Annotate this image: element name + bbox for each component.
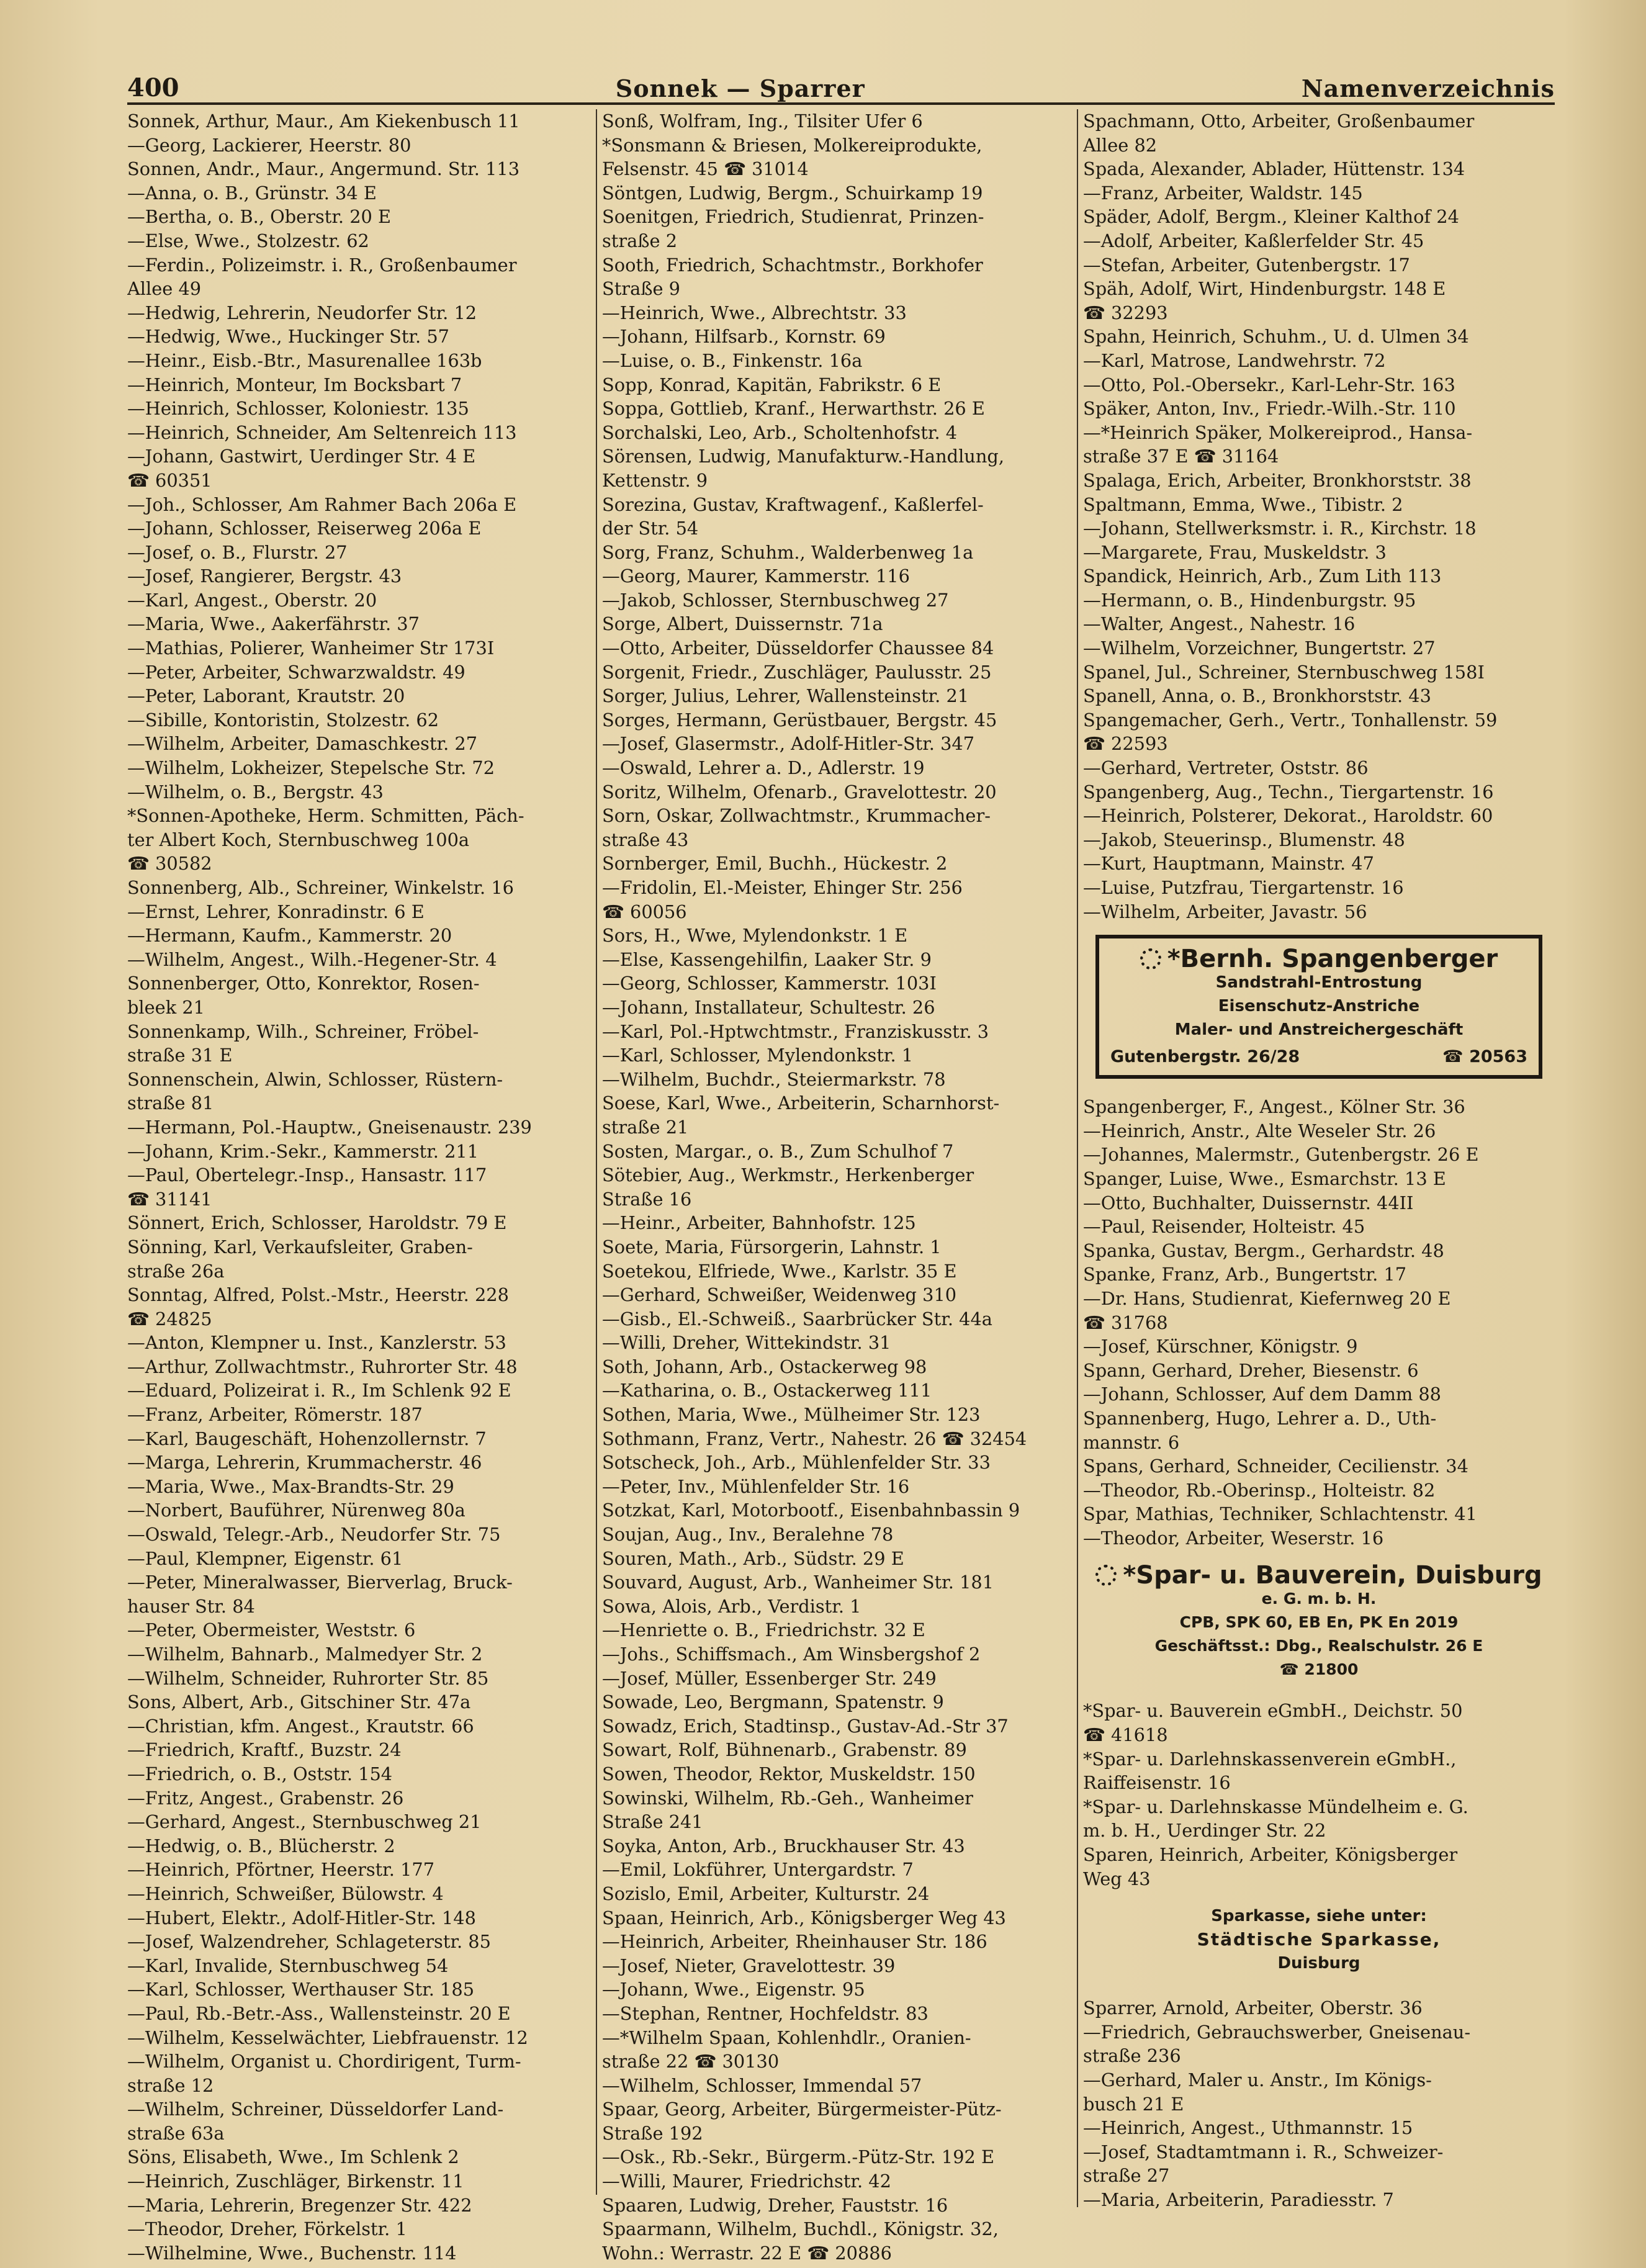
directory-entry: —Kurt, Hauptmann, Mainstr. 47 (1083, 853, 1374, 875)
directory-entry: —Ferdin., Polizeimstr. i. R., Großenbaumer (127, 254, 517, 276)
note-line-1: Sparkasse, siehe unter: (1211, 1907, 1427, 1926)
directory-entry: Sopp, Konrad, Kapitän, Fabrikstr. 6 E (602, 374, 942, 395)
directory-entry: —Otto, Buchhalter, Duissernstr. 44II (1083, 1192, 1414, 1213)
directory-entry: —Josef, Nieter, Gravelottestr. 39 (602, 1955, 896, 1976)
directory-entry: —Paul, Klempner, Eigenstr. 61 (127, 1547, 403, 1569)
directory-entry: Wohn.: Werrastr. 22 E ☎ 20886 (602, 2242, 892, 2264)
directory-entry: Sorezina, Gustav, Kraftwagenf., Kaßlerfel- (602, 493, 984, 515)
directory-entry: *Spar- u. Darlehnskasse Mündelheim e. G. (1083, 1796, 1468, 1817)
directory-entry: —Karl, Invalide, Sternbuschweg 54 (127, 1955, 449, 1976)
directory-entry: Weg 43 (1083, 1868, 1151, 1889)
directory-entry: —Hubert, Elektr., Adolf-Hitler-Str. 148 (127, 1907, 476, 1928)
directory-entry: Späker, Anton, Inv., Friedr.-Wilh.-Str. 110 (1083, 398, 1456, 420)
directory-entry: hauser Str. 84 (127, 1595, 255, 1617)
note-line-3: Duisburg (1277, 1954, 1360, 1973)
directory-entry: —Peter, Arbeiter, Schwarzwaldstr. 49 (127, 661, 465, 683)
directory-entry: Sonnenschein, Alwin, Schlosser, Rüstern- (127, 1068, 503, 1090)
directory-entry: ☎ 31141 (127, 1188, 212, 1210)
directory-entry: —Theodor, Rb.-Oberinsp., Holteistr. 82 (1083, 1479, 1436, 1501)
directory-entry: Sotzkat, Karl, Motorbootf., Eisenbahnbassin 9 (602, 1500, 1020, 1521)
directory-entry: —Heinrich, Schneider, Am Seltenreich 113 (127, 421, 517, 443)
directory-entry: Spanke, Franz, Arb., Bungertstr. 17 (1083, 1264, 1407, 1285)
directory-entry: Felsenstr. 45 ☎ 31014 (602, 158, 809, 180)
directory-entry: —Anton, Klempner u. Inst., Kanzlerstr. 53 (127, 1332, 506, 1354)
directory-entry: straße 37 E ☎ 31164 (1083, 446, 1279, 467)
directory-entry: —Stefan, Arbeiter, Gutenbergstr. 17 (1083, 254, 1410, 276)
entries-column-3 (1083, 109, 1555, 2212)
directory-entry: Sorges, Hermann, Gerüstbauer, Bergstr. 45 (602, 709, 997, 731)
ad-phone: ☎ 21800 (1279, 1660, 1359, 1679)
directory-entry: —Hermann, Pol.-Hauptw., Gneisenaustr. 239 (127, 1116, 532, 1138)
directory-entry: Soese, Karl, Wwe., Arbeiterin, Scharnhorst- (602, 1092, 1000, 1114)
directory-entry: Sötebier, Aug., Werkmstr., Herkenberger (602, 1164, 974, 1186)
directory-entry: Kettenstr. 9 (602, 469, 708, 491)
directory-entry: —Heinrich, Arbeiter, Rheinhauser Str. 186 (602, 1931, 987, 1953)
directory-entry: Spann, Gerhard, Dreher, Biesenstr. 6 (1083, 1359, 1419, 1381)
directory-entry: —Wilhelm, Arbeiter, Damaschkestr. 27 (127, 733, 478, 755)
directory-entry: Sors, H., Wwe, Mylendonkstr. 1 E (602, 925, 908, 947)
directory-entry: —Hermann, o. B., Hindenburgstr. 95 (1083, 589, 1416, 611)
directory-entry: Sowart, Rolf, Bühnenarb., Grabenstr. 89 (602, 1739, 967, 1761)
directory-entry: —Hedwig, Lehrerin, Neudorfer Str. 12 (127, 302, 477, 323)
directory-entry: —Wilhelm, Arbeiter, Javastr. 56 (1083, 901, 1367, 922)
directory-entry: Soenitgen, Friedrich, Studienrat, Prinzen- (602, 206, 984, 228)
directory-entry: —Willi, Dreher, Wittekindstr. 31 (602, 1332, 891, 1354)
directory-entry: —Johann, Krim.-Sekr., Kammerstr. 211 (127, 1140, 479, 1162)
directory-entry: Sorchalski, Leo, Arb., Scholtenhofstr. 4 (602, 421, 958, 443)
directory-entry: —Karl, Matrose, Landwehrstr. 72 (1083, 349, 1386, 371)
entries-column-3-part-c (1083, 1699, 1555, 1891)
directory-entry: —Johannes, Malermstr., Gutenbergstr. 26 E (1083, 1144, 1479, 1166)
directory-entry: —Wilhelm, o. B., Bergstr. 43 (127, 781, 384, 803)
directory-entry: —Heinrich, Anstr., Alte Weseler Str. 26 (1083, 1120, 1436, 1141)
directory-entry: Sonnenberger, Otto, Konrektor, Rosen- (127, 973, 480, 994)
directory-entry: —Marga, Lehrerin, Krummacherstr. 46 (127, 1452, 482, 1474)
directory-entry: m. b. H., Uerdinger Str. 22 (1083, 1820, 1326, 1842)
directory-entry: Spangemacher, Gerh., Vertr., Tonhallenstr. 59 (1083, 709, 1498, 731)
directory-entry: —Else, Wwe., Stolzestr. 62 (127, 230, 369, 251)
directory-entry: Spandick, Heinrich, Arb., Zum Lith 113 (1083, 565, 1442, 587)
directory-entry: —Paul, Obertelegr.-Insp., Hansastr. 117 (127, 1164, 487, 1186)
directory-entry: straße 26a (127, 1260, 225, 1282)
directory-entry: —Heinrich, Polsterer, Dekorat., Haroldstr. 60 (1083, 805, 1493, 827)
cross-reference-note (1083, 1904, 1555, 1975)
column-divider-1 (596, 109, 597, 2195)
directory-entry: —Karl, Schlosser, Mylendonkstr. 1 (602, 1045, 914, 1066)
directory-entry: —Georg, Lackierer, Heerstr. 80 (127, 134, 412, 156)
directory-entry: Söns, Elisabeth, Wwe., Im Schlenk 2 (127, 2146, 459, 2168)
directory-entry: —Arthur, Zollwachtmstr., Ruhrorter Str. 48 (127, 1356, 518, 1377)
directory-entry: Spanger, Luise, Wwe., Esmarchstr. 13 E (1083, 1168, 1446, 1189)
directory-entry: straße 63a (127, 2122, 225, 2144)
ad-legal-form: e. G. m. b. H. (1261, 1590, 1377, 1608)
directory-entry: —Josef, Müller, Essenberger Str. 249 (602, 1667, 937, 1689)
directory-entry: —*Wilhelm Spaan, Kohlenhdlr., Oranien- (602, 2027, 971, 2048)
directory-entry: Söntgen, Ludwig, Bergm., Schuirkamp 19 (602, 182, 983, 204)
directory-entry: Sotscheck, Joh., Arb., Mühlenfelder Str. 33 (602, 1452, 991, 1474)
directory-entry: Sörensen, Ludwig, Manufakturw.-Handlung, (602, 446, 1004, 467)
entries-column-3-part-b (1083, 1095, 1555, 1550)
directory-entry: —Walter, Angest., Nahestr. 16 (1083, 613, 1356, 635)
directory-entry: ☎ 60056 (602, 901, 687, 922)
directory-entry: Sooth, Friedrich, Schachtmstr., Borkhofer (602, 254, 983, 276)
entries-column-3-part-a (1083, 109, 1555, 924)
directory-entry: —Henriette o. B., Friedrichstr. 32 E (602, 1619, 925, 1641)
directory-entry: —Luise, Putzfrau, Tiergartenstr. 16 (1083, 877, 1404, 898)
directory-entry: —Emil, Lokführer, Untergardstr. 7 (602, 1859, 914, 1881)
directory-entry: Spangenberger, F., Angest., Kölner Str. 36 (1083, 1096, 1465, 1118)
directory-entry: ☎ 24825 (127, 1308, 212, 1330)
directory-entry: Soth, Johann, Arb., Ostackerweg 98 (602, 1356, 927, 1377)
directory-entry: —Paul, Rb.-Betr.-Ass., Wallensteinstr. 20 E (127, 2002, 511, 2024)
directory-entry: Spalaga, Erich, Arbeiter, Bronkhorststr. 38 (1083, 469, 1472, 491)
directory-entry: ☎ 41618 (1083, 1724, 1168, 1746)
directory-entry: straße 2 (602, 230, 678, 251)
directory-entry: —Katharina, o. B., Ostackerweg 111 (602, 1380, 932, 1402)
directory-entry: —Hermann, Kaufm., Kammerstr. 20 (127, 925, 452, 947)
entries-column-1 (127, 109, 593, 2265)
gear-logo-icon (1095, 1565, 1117, 1586)
gear-logo-icon (1140, 948, 1161, 970)
directory-entry: —Peter, Mineralwasser, Bierverlag, Bruck- (127, 1572, 513, 1593)
directory-entry: ☎ 32293 (1083, 302, 1168, 323)
directory-entry: —Paul, Reisender, Holteistr. 45 (1083, 1216, 1365, 1238)
directory-entry: ter Albert Koch, Sternbuschweg 100a (127, 829, 470, 850)
directory-entry: —Gerhard, Schweißer, Weidenweg 310 (602, 1284, 957, 1306)
directory-entry: Soppa, Gottlieb, Kranf., Herwarthstr. 26 E (602, 398, 985, 420)
directory-entry: Sozislo, Emil, Arbeiter, Kulturstr. 24 (602, 1883, 930, 1904)
directory-entry: Sparen, Heinrich, Arbeiter, Königsberger (1083, 1844, 1458, 1866)
directory-entry: —Karl, Schlosser, Werthauser Str. 185 (127, 1979, 475, 2000)
directory-entry: —Jakob, Schlosser, Sternbuschweg 27 (602, 589, 949, 611)
directory-entry: —Wilhelm, Lokheizer, Stepelsche Str. 72 (127, 757, 495, 779)
directory-entry: Sorge, Albert, Duissernstr. 71a (602, 613, 883, 635)
directory-entry: Sonntag, Alfred, Polst.-Mstr., Heerstr. 228 (127, 1284, 509, 1306)
entries-column-2 (602, 109, 1074, 2265)
directory-entry: ☎ 31768 (1083, 1312, 1168, 1333)
directory-entry: Raiffeisenstr. 16 (1083, 1772, 1231, 1794)
note-line-2: Städtische Sparkasse, (1197, 1929, 1441, 1950)
directory-entry: —Hedwig, o. B., Blücherstr. 2 (127, 1835, 395, 1856)
directory-entry: —Peter, Inv., Mühlenfelder Str. 16 (602, 1475, 910, 1497)
directory-entry: —Fritz, Angest., Grabenstr. 26 (127, 1787, 404, 1809)
page-header (127, 65, 1555, 105)
directory-entry: ☎ 30582 (127, 853, 212, 875)
directory-entry: Allee 82 (1083, 134, 1158, 156)
directory-entry: —Margarete, Frau, Muskeldstr. 3 (1083, 541, 1387, 563)
directory-entry: —Karl, Baugeschäft, Hohenzollernstr. 7 (127, 1428, 487, 1449)
directory-entry: Sowen, Theodor, Rektor, Muskeldstr. 150 (602, 1763, 976, 1784)
directory-entry: —Josef, Stadtamtmann i. R., Schweizer- (1083, 2141, 1444, 2162)
directory-entry: Späh, Adolf, Wirt, Hindenburgstr. 148 E (1083, 278, 1446, 300)
page-number: 400 (127, 73, 179, 102)
directory-entry: —Gerhard, Vertreter, Oststr. 86 (1083, 757, 1369, 779)
directory-entry: Spannenberg, Hugo, Lehrer a. D., Uth- (1083, 1407, 1437, 1429)
ad-phone: ☎ 20563 (1442, 1047, 1527, 1067)
directory-entry: der Str. 54 (602, 518, 699, 539)
directory-entry: Sonnenkamp, Wilh., Schreiner, Fröbel- (127, 1020, 479, 1042)
directory-entry: Spachmann, Otto, Arbeiter, Großenbaumer (1083, 110, 1475, 132)
directory-entry: —Anna, o. B., Grünstr. 34 E (127, 182, 377, 204)
directory-entry: Spaar, Georg, Arbeiter, Bürgermeister-Pütz- (602, 2099, 1002, 2120)
directory-entry: —Bertha, o. B., Oberstr. 20 E (127, 206, 392, 228)
directory-entry: Straße 16 (602, 1188, 692, 1210)
directory-entry: Spaltmann, Emma, Wwe., Tibistr. 2 (1083, 493, 1403, 515)
directory-entry: —Friedrich, Kraftf., Buzstr. 24 (127, 1739, 402, 1761)
directory-entry: —Otto, Pol.-Obersekr., Karl-Lehr-Str. 163 (1083, 374, 1455, 395)
directory-entry: Souvard, August, Arb., Wanheimer Str. 181 (602, 1572, 994, 1593)
directory-entry: —Johann, Stellwerksmstr. i. R., Kirchstr. 18 (1083, 518, 1477, 539)
directory-entry: Spahn, Heinrich, Schuhm., U. d. Ulmen 34 (1083, 326, 1469, 348)
directory-entry: —Wilhelm, Angest., Wilh.-Hegener-Str. 4 (127, 948, 497, 970)
directory-entry: Spaan, Heinrich, Arb., Königsberger Weg 43 (602, 1907, 1006, 1928)
directory-entry: —Peter, Obermeister, Weststr. 6 (127, 1619, 416, 1641)
directory-entry: *Sonnen-Apotheke, Herm. Schmitten, Päch- (127, 805, 524, 827)
directory-entry: —Georg, Schlosser, Kammerstr. 103I (602, 973, 937, 994)
directory-entry: —Peter, Laborant, Krautstr. 20 (127, 685, 405, 707)
directory-entry: —Franz, Arbeiter, Römerstr. 187 (127, 1404, 423, 1426)
directory-entry: busch 21 E (1083, 2093, 1184, 2115)
directory-entry: —Heinr., Eisb.-Btr., Masurenallee 163b (127, 349, 482, 371)
directory-entry: Spaaren, Ludwig, Dreher, Fauststr. 16 (602, 2194, 948, 2216)
directory-entry: mannstr. 6 (1083, 1431, 1180, 1453)
directory-entry: —Wilhelm, Bahnarb., Malmedyer Str. 2 (127, 1644, 483, 1665)
directory-entry: Spar, Mathias, Techniker, Schlachtenstr. 41 (1083, 1503, 1477, 1525)
directory-entry: Soritz, Wilhelm, Ofenarb., Gravelottestr. 20 (602, 781, 997, 803)
directory-entry: Soujan, Aug., Inv., Beralehne 78 (602, 1524, 894, 1546)
directory-entry: —Heinrich, Angest., Uthmannstr. 15 (1083, 2117, 1413, 2139)
directory-entry: —Wilhelm, Vorzeichner, Bungertstr. 27 (1083, 637, 1436, 659)
directory-entry: —Adolf, Arbeiter, Kaßlerfelder Str. 45 (1083, 230, 1424, 251)
directory-entry: —Josef, Glasermstr., Adolf-Hitler-Str. 347 (602, 733, 975, 755)
directory-entry: —Friedrich, Gebrauchswerber, Gneisenau- (1083, 2021, 1471, 2043)
directory-entry: —Heinrich, Schlosser, Koloniestr. 135 (127, 398, 469, 420)
directory-entry: —Wilhelm, Schlosser, Immendal 57 (602, 2074, 922, 2096)
directory-entry: —Ernst, Lehrer, Konradinstr. 6 E (127, 901, 425, 922)
directory-entry: —Johann, Gastwirt, Uerdinger Str. 4 E (127, 446, 476, 467)
directory-entry: Spanell, Anna, o. B., Bronkhorststr. 43 (1083, 685, 1431, 707)
directory-entry: Sorgenit, Friedr., Zuschläger, Paulusstr. 25 (602, 661, 992, 683)
advertisement-spar-bauverein (1083, 1561, 1555, 1681)
directory-entry: Sorg, Franz, Schuhm., Walderbenweg 1a (602, 541, 974, 563)
directory-entry: —Osk., Rb.-Sekr., Bürgerm.-Pütz-Str. 192 E (602, 2146, 995, 2168)
directory-entry: Sorn, Oskar, Zollwachtmstr., Krummacher- (602, 805, 991, 827)
directory-entry: *Sonsmann & Briesen, Molkereiprodukte, (602, 134, 983, 156)
directory-entry: —Joh., Schlosser, Am Rahmer Bach 206a E (127, 493, 517, 515)
directory-entry: *Spar- u. Darlehnskassenverein eGmbH., (1083, 1748, 1457, 1770)
directory-entry: —Johann, Wwe., Eigenstr. 95 (602, 1979, 865, 2000)
directory-entry: Sornberger, Emil, Buchh., Hückestr. 2 (602, 853, 948, 875)
directory-entry: straße 27 (1083, 2165, 1170, 2187)
directory-entry: Sothmann, Franz, Vertr., Nahestr. 26 ☎ 32454 (602, 1428, 1027, 1449)
directory-entry: —Heinrich, Zuschläger, Birkenstr. 11 (127, 2171, 464, 2192)
directory-entry: Sowinski, Wilhelm, Rb.-Geh., Wanheimer (602, 1787, 973, 1809)
directory-entry: Sothen, Maria, Wwe., Mülheimer Str. 123 (602, 1404, 981, 1426)
directory-entry: —Maria, Wwe., Aakerfährstr. 37 (127, 613, 420, 635)
directory-entry: —Heinrich, Wwe., Albrechtstr. 33 (602, 302, 907, 323)
directory-entry: Spada, Alexander, Ablader, Hüttenstr. 134 (1083, 158, 1465, 180)
directory-entry: Straße 241 (602, 1811, 703, 1833)
directory-entry: straße 81 (127, 1092, 214, 1114)
directory-entry: Soyka, Anton, Arb., Bruckhauser Str. 43 (602, 1835, 965, 1856)
directory-entry: Spangenberg, Aug., Techn., Tiergartenstr. 16 (1083, 781, 1494, 803)
directory-entry: Spanka, Gustav, Bergm., Gerhardstr. 48 (1083, 1240, 1444, 1261)
directory-entry: Souren, Math., Arb., Südstr. 29 E (602, 1547, 904, 1569)
directory-entry: —Oswald, Telegr.-Arb., Neudorfer Str. 75 (127, 1524, 501, 1546)
directory-entry: Späder, Adolf, Bergm., Kleiner Kalthof 24 (1083, 206, 1459, 228)
ad-company-name: *Bernh. Spangenberger (1167, 945, 1498, 974)
directory-entry: —Sibille, Kontoristin, Stolzestr. 62 (127, 709, 439, 731)
directory-entry: —Josef, o. B., Flurstr. 27 (127, 541, 348, 563)
directory-entry: —Heinr., Arbeiter, Bahnhofstr. 125 (602, 1212, 916, 1234)
ad-company-name: *Spar- u. Bauverein, Duisburg (1123, 1561, 1542, 1590)
ad-office: Geschäftsst.: Dbg., Realschulstr. 26 E (1154, 1637, 1483, 1655)
directory-entry: Sowa, Alois, Arb., Verdistr. 1 (602, 1595, 861, 1617)
directory-entry: Sorger, Julius, Lehrer, Wallensteinstr. 21 (602, 685, 969, 707)
directory-entry: bleek 21 (127, 996, 205, 1018)
directory-entry: —Franz, Arbeiter, Waldstr. 145 (1083, 182, 1363, 204)
directory-entry: —Friedrich, o. B., Oststr. 154 (127, 1763, 393, 1784)
directory-entry: straße 31 E (127, 1045, 233, 1066)
ad-service-2: Eisenschutz-Anstriche (1218, 997, 1420, 1016)
directory-entry: —Dr. Hans, Studienrat, Kiefernweg 20 E (1083, 1287, 1451, 1309)
directory-entry: Straße 9 (602, 278, 680, 300)
directory-entry: —Wilhelm, Schreiner, Düsseldorfer Land- (127, 2099, 504, 2120)
directory-entry: —Wilhelm, Schneider, Ruhrorter Str. 85 (127, 1667, 489, 1689)
directory-entry: —Heinrich, Monteur, Im Bocksbart 7 (127, 374, 462, 395)
directory-entry: Sonnek, Arthur, Maur., Am Kiekenbusch 11 (127, 110, 520, 132)
ad-accounts: CPB, SPK 60, EB En, PK En 2019 (1179, 1613, 1459, 1632)
directory-entry: Sosten, Margar., o. B., Zum Schulhof 7 (602, 1140, 954, 1162)
directory-entry: —Maria, Lehrerin, Bregenzer Str. 422 (127, 2194, 472, 2216)
directory-entry: —Gisb., El.-Schweiß., Saarbrücker Str. 44a (602, 1308, 992, 1330)
advertisement-spangenberger (1095, 935, 1542, 1079)
directory-entry: —Wilhelm, Organist u. Chordirigent, Turm- (127, 2051, 521, 2072)
directory-entry: —Hedwig, Wwe., Huckinger Str. 57 (127, 326, 449, 348)
name-range: Sonnek — Sparrer (615, 74, 865, 102)
directory-entry: —Karl, Pol.-Hptwchtmstr., Franziskusstr. 3 (602, 1020, 989, 1042)
directory-entry: *Spar- u. Bauverein eGmbH., Deichstr. 50 (1083, 1700, 1463, 1722)
entries-column-3-part-d (1083, 1996, 1555, 2212)
directory-entry: —Johann, Hilfsarb., Kornstr. 69 (602, 326, 886, 348)
ad-service-1: Sandstrahl-Entrostung (1215, 973, 1423, 992)
directory-entry: —Gerhard, Maler u. Anstr., Im Königs- (1083, 2069, 1432, 2090)
directory-entry: Sönnert, Erich, Schlosser, Haroldstr. 79 E (127, 1212, 507, 1234)
directory-entry: —Josef, Walzendreher, Schlageterstr. 85 (127, 1931, 491, 1953)
directory-entry: Spanel, Jul., Schreiner, Sternbuschweg 158I (1083, 661, 1485, 683)
section-title: Namenverzeichnis (1301, 74, 1555, 102)
directory-entry: —Norbert, Bauführer, Nürenweg 80a (127, 1500, 465, 1521)
directory-entry: —Gerhard, Angest., Sternbuschweg 21 (127, 1811, 482, 1833)
column-divider-2 (1077, 109, 1078, 2207)
directory-entry: —Maria, Wwe., Max-Brandts-Str. 29 (127, 1475, 454, 1497)
directory-entry: —Eduard, Polizeirat i. R., Im Schlenk 92 E (127, 1380, 511, 1402)
directory-entry: straße 43 (602, 829, 689, 850)
directory-entry: —Josef, Kürschner, Königstr. 9 (1083, 1336, 1358, 1357)
ad-address: Gutenbergstr. 26/28 (1110, 1047, 1300, 1067)
directory-entry: Sonnenberg, Alb., Schreiner, Winkelstr. 16 (127, 877, 514, 898)
directory-entry: —Johann, Schlosser, Reiserweg 206a E (127, 518, 482, 539)
directory-entry: Straße 192 (602, 2122, 703, 2144)
directory-entry: —Mathias, Polierer, Wanheimer Str 173I (127, 637, 495, 659)
directory-entry: Sowadz, Erich, Stadtinsp., Gustav-Ad.-Str 37 (602, 1715, 1009, 1737)
directory-entry: Sons, Albert, Arb., Gitschiner Str. 47a (127, 1691, 471, 1713)
directory-entry: —Willi, Maurer, Friedrichstr. 42 (602, 2171, 891, 2192)
directory-entry: —Johs., Schiffsmach., Am Winsbergshof 2 (602, 1644, 981, 1665)
directory-entry: —Josef, Rangierer, Bergstr. 43 (127, 565, 402, 587)
directory-entry: —Fridolin, El.-Meister, Ehinger Str. 256 (602, 877, 963, 898)
directory-entry: —Theodor, Dreher, Förkelstr. 1 (127, 2218, 407, 2240)
directory-entry: Sowade, Leo, Bergmann, Spatenstr. 9 (602, 1691, 944, 1713)
directory-entry: Soetekou, Elfriede, Wwe., Karlstr. 35 E (602, 1260, 957, 1282)
directory-entry: ☎ 22593 (1083, 733, 1168, 755)
directory-entry: straße 12 (127, 2074, 214, 2096)
directory-entry: —Luise, o. B., Finkenstr. 16a (602, 349, 863, 371)
directory-entry: —Heinrich, Schweißer, Bülowstr. 4 (127, 1883, 444, 1904)
directory-entry: —*Heinrich Späker, Molkereiprod., Hansa- (1083, 421, 1473, 443)
directory-entry: Soete, Maria, Fürsorgerin, Lahnstr. 1 (602, 1236, 942, 1258)
directory-entry: —Maria, Arbeiterin, Paradiesstr. 7 (1083, 2189, 1394, 2210)
directory-entry: —Christian, kfm. Angest., Krautstr. 66 (127, 1715, 474, 1737)
directory-entry: —Heinrich, Pförtner, Heerstr. 177 (127, 1859, 435, 1881)
directory-entry: Sönning, Karl, Verkaufsleiter, Graben- (127, 1236, 473, 1258)
directory-entry: —Stephan, Rentner, Hochfeldstr. 83 (602, 2002, 929, 2024)
directory-entry: Sonnen, Andr., Maur., Angermund. Str. 113 (127, 158, 520, 180)
directory-entry: —Johann, Installateur, Schultestr. 26 (602, 996, 935, 1018)
directory-entry: Spans, Gerhard, Schneider, Cecilienstr. 34 (1083, 1456, 1468, 1477)
directory-entry: straße 21 (602, 1116, 689, 1138)
directory-entry: —Jakob, Steuerinsp., Blumenstr. 48 (1083, 829, 1405, 850)
directory-entry: —Otto, Arbeiter, Düsseldorfer Chaussee 84 (602, 637, 994, 659)
directory-entry: Allee 49 (127, 278, 202, 300)
directory-entry: —Wilhelm, Kesselwächter, Liebfrauenstr. 12 (127, 2027, 528, 2048)
directory-entry: Spaarmann, Wilhelm, Buchdl., Königstr. 32, (602, 2218, 999, 2240)
directory-entry: —Wilhelm, Buchdr., Steiermarkstr. 78 (602, 1068, 946, 1090)
directory-entry: —Johann, Schlosser, Auf dem Damm 88 (1083, 1384, 1442, 1405)
directory-entry: straße 236 (1083, 2045, 1181, 2067)
directory-entry: straße 22 ☎ 30130 (602, 2051, 780, 2072)
directory-entry: —Theodor, Arbeiter, Weserstr. 16 (1083, 1527, 1384, 1549)
directory-entry: Sparrer, Arnold, Arbeiter, Oberstr. 36 (1083, 1997, 1423, 2019)
directory-entry: Sonß, Wolfram, Ing., Tilsiter Ufer 6 (602, 110, 923, 132)
directory-entry: —Oswald, Lehrer a. D., Adlerstr. 19 (602, 757, 925, 779)
directory-entry: —Else, Kassengehilfin, Laaker Str. 9 (602, 948, 932, 970)
directory-entry: —Wilhelmine, Wwe., Buchenstr. 114 (127, 2242, 457, 2264)
directory-entry: ☎ 60351 (127, 469, 212, 491)
directory-entry: —Georg, Maurer, Kammerstr. 116 (602, 565, 910, 587)
ad-service-3: Maler- und Anstreichergeschäft (1174, 1020, 1464, 1040)
directory-entry: —Karl, Angest., Oberstr. 20 (127, 589, 377, 611)
